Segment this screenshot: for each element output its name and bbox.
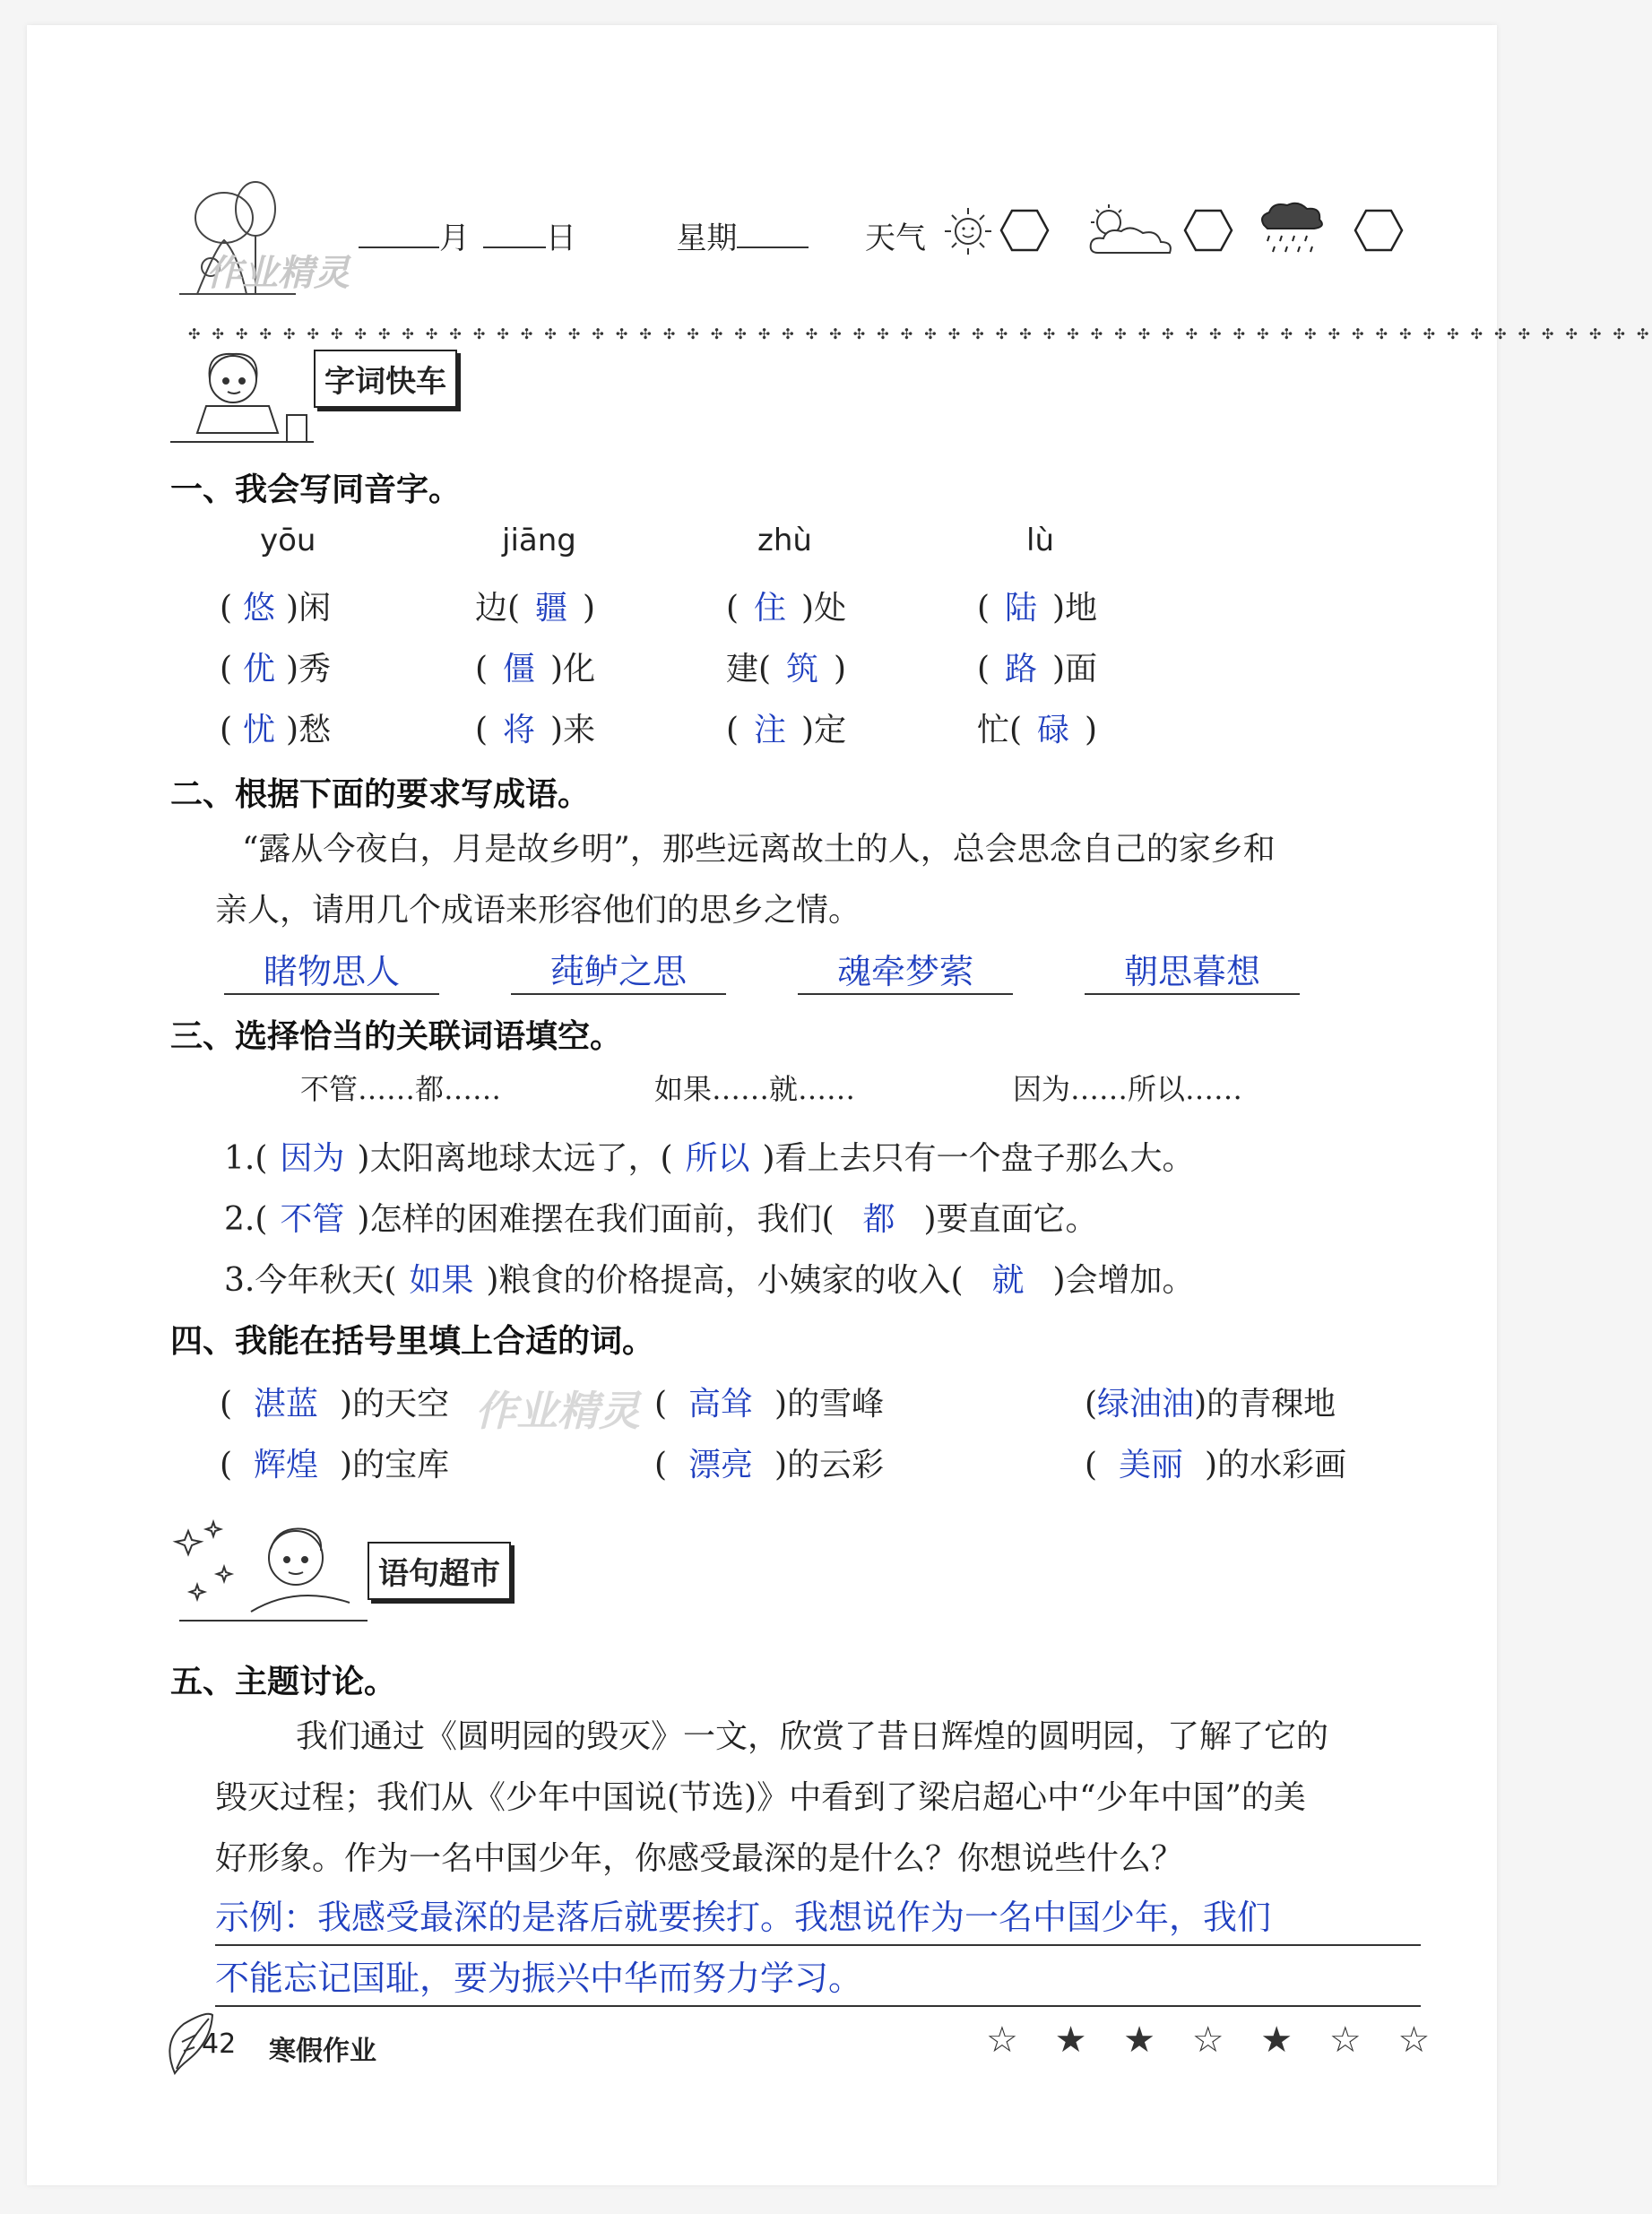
pinyin-you: yōu: [260, 523, 316, 558]
answer-text: 将: [503, 712, 536, 748]
q4-item: ( 美丽 )的水彩画: [1085, 1440, 1346, 1485]
q1-item: ( 注 )定: [726, 705, 846, 750]
answer-text: 绿油油: [1097, 1386, 1195, 1423]
answer-text: 湛蓝: [254, 1386, 319, 1423]
sunny-icon: [941, 204, 995, 262]
answer-text: 如果: [409, 1262, 474, 1299]
star-rating: ☆ ★ ★ ☆ ★ ☆ ☆: [986, 2019, 1443, 2061]
boy-writing-illustration: [170, 1513, 376, 1630]
q3-sentence-3: 3.今年秋天( 如果 )粮食的价格提高，小姨家的收入( 就 )会增加。: [224, 1255, 1195, 1301]
q1-item: 边( 疆 ): [475, 583, 595, 628]
answer-text: 美丽: [1119, 1447, 1184, 1483]
month-label: 月: [439, 221, 470, 256]
answer-text: 碌: [1037, 712, 1070, 748]
cloudy-icon: [1080, 203, 1179, 264]
q1-item: 忙( 碌 ): [977, 705, 1097, 750]
answer-text: 就: [991, 1262, 1025, 1299]
conjunction-option: 如果……就……: [654, 1072, 856, 1106]
answer-text: 路: [1005, 651, 1038, 688]
watermark: 作业精灵: [206, 253, 350, 294]
girl-reading-illustration: [170, 343, 323, 451]
q5-answer-line1: 示例：我感受最深的是落后就要挨打。我想说作为一名中国少年，我们: [215, 1890, 1421, 1946]
q5-title: 五、主题讨论。: [170, 1664, 397, 1700]
q3-title: 三、选择恰当的关联词语填空。: [170, 1018, 623, 1055]
answer-text: 都: [862, 1201, 895, 1238]
q3-sentence-1: 1.( 因为 )太阳离地球太远了，( 所以 )看上去只有一个盘子那么大。: [224, 1133, 1195, 1179]
rainy-icon: [1255, 200, 1327, 266]
idiom-answer: 睹物思人: [224, 944, 439, 995]
q2-prompt-line1: “露从今夜白，月是故乡明”，那些远离故土的人，总会思念自己的家乡和: [242, 831, 1276, 868]
q4-item: (绿油油)的青稞地: [1085, 1379, 1336, 1424]
answer-text: 不管: [280, 1201, 345, 1238]
answer-text: 注: [754, 712, 787, 748]
q1-item: ( 住 )处: [726, 583, 846, 628]
q1-item: ( 路 )面: [977, 644, 1097, 689]
answer-text: 陆: [1005, 590, 1038, 627]
pinyin-zhu: zhù: [757, 523, 812, 558]
answer-text: 高耸: [688, 1386, 754, 1423]
idiom-answer: 朝思暮想: [1085, 944, 1300, 995]
q1-item: ( 陆 )地: [977, 583, 1097, 628]
answer-text: 悠: [243, 590, 276, 627]
weekday-label: 星期: [676, 221, 738, 256]
worksheet-page: [27, 25, 1652, 2185]
answer-text: 漂亮: [688, 1447, 754, 1483]
conjunction-option: 不管……都……: [300, 1072, 502, 1106]
q5-prompt-line2: 毁灭过程；我们从《少年中国说(节选)》中看到了梁启超心中“少年中国”的美: [215, 1779, 1306, 1816]
q4-item: ( 湛蓝 )的天空: [220, 1379, 449, 1424]
cloudy-checkbox[interactable]: [1183, 209, 1233, 255]
q3-sentence-2: 2.( 不管 )怎样的困难摆在我们面前，我们( 都 )要直面它。: [224, 1194, 1098, 1240]
weekday-blank[interactable]: [737, 220, 809, 248]
watermark: 作业精灵: [475, 1387, 640, 1435]
q4-title: 四、我能在括号里填上合适的词。: [170, 1323, 655, 1360]
q4-item: ( 高耸 )的雪峰: [654, 1379, 884, 1424]
answer-text: 辉煌: [254, 1447, 319, 1483]
answer-text: 因为: [280, 1140, 345, 1177]
day-blank[interactable]: [483, 220, 546, 248]
month-blank[interactable]: [359, 220, 439, 248]
q1-item: 建( 筑 ): [726, 644, 846, 689]
pinyin-lu: lù: [1026, 523, 1054, 558]
q5-prompt-line3: 好形象。作为一名中国少年，你感受最深的是什么？你想说些什么？: [215, 1840, 1184, 1877]
q5-prompt-line1: 我们通过《圆明园的毁灭》一文，欣赏了昔日辉煌的圆明园，了解了它的: [296, 1718, 1329, 1755]
weather-label: 天气: [865, 221, 926, 256]
answer-text: 所以: [685, 1140, 750, 1177]
section-badge-word-express: 字词快车: [314, 350, 457, 408]
idiom-answer: 莼鲈之思: [511, 944, 726, 995]
q4-item: ( 辉煌 )的宝库: [220, 1440, 449, 1485]
answer-text: 僵: [503, 651, 536, 688]
page-number: 42: [202, 2028, 237, 2060]
q2-title: 二、根据下面的要求写成语。: [170, 776, 591, 813]
q1-item: ( 悠 )闲: [220, 583, 331, 628]
q2-prompt-line2: 亲人，请用几个成语来形容他们的思乡之情。: [215, 892, 861, 929]
q1-item: ( 优 )秀: [220, 644, 331, 689]
sunny-checkbox[interactable]: [999, 209, 1050, 255]
q4-item: ( 漂亮 )的云彩: [654, 1440, 884, 1485]
header-divider: ✣ ✣ ✣ ✣ ✣ ✣ ✣ ✣ ✣ ✣ ✣ ✣ ✣ ✣ ✣ ✣ ✣ ✣ ✣ ✣ ✣ ✣ ✣ ✣ ✣ ✣ ✣ ✣ ✣ ✣ ✣ ✣ ✣ ✣ ✣ ✣ ✣ ✣ ✣ ✣ ✣ ✣ ✣ ✣ ✣ ✣ ✣ ✣ ✣ ✣ ✣ ✣ ✣ ✣ ✣ ✣ ✣ ✣ ✣ ✣ ✣ ✣: [188, 325, 1652, 342]
book-title: 寒假作业: [269, 2036, 376, 2067]
idiom-answer: 魂牵梦萦: [798, 944, 1013, 995]
q5-answer-line2: 不能忘记国耻，要为振兴中华而努力学习。: [215, 1950, 1421, 2007]
answer-text: 忧: [243, 712, 276, 748]
q1-item: ( 僵 )化: [475, 644, 595, 689]
section-badge-sentence-market: 语句超市: [368, 1542, 511, 1600]
answer-text: 疆: [535, 590, 568, 627]
answer-text: 住: [754, 590, 787, 627]
date-row: [359, 213, 809, 257]
pinyin-jiang: jiāng: [502, 523, 576, 558]
answer-text: 优: [243, 651, 276, 688]
q1-item: ( 忧 )愁: [220, 705, 331, 750]
rainy-checkbox[interactable]: [1354, 209, 1404, 255]
q1-title: 一、我会写同音字。: [170, 471, 462, 508]
q1-item: ( 将 )来: [475, 705, 595, 750]
answer-text: 筑: [786, 651, 819, 688]
conjunction-option: 因为……所以……: [1013, 1072, 1243, 1106]
day-label: 日: [545, 221, 576, 256]
